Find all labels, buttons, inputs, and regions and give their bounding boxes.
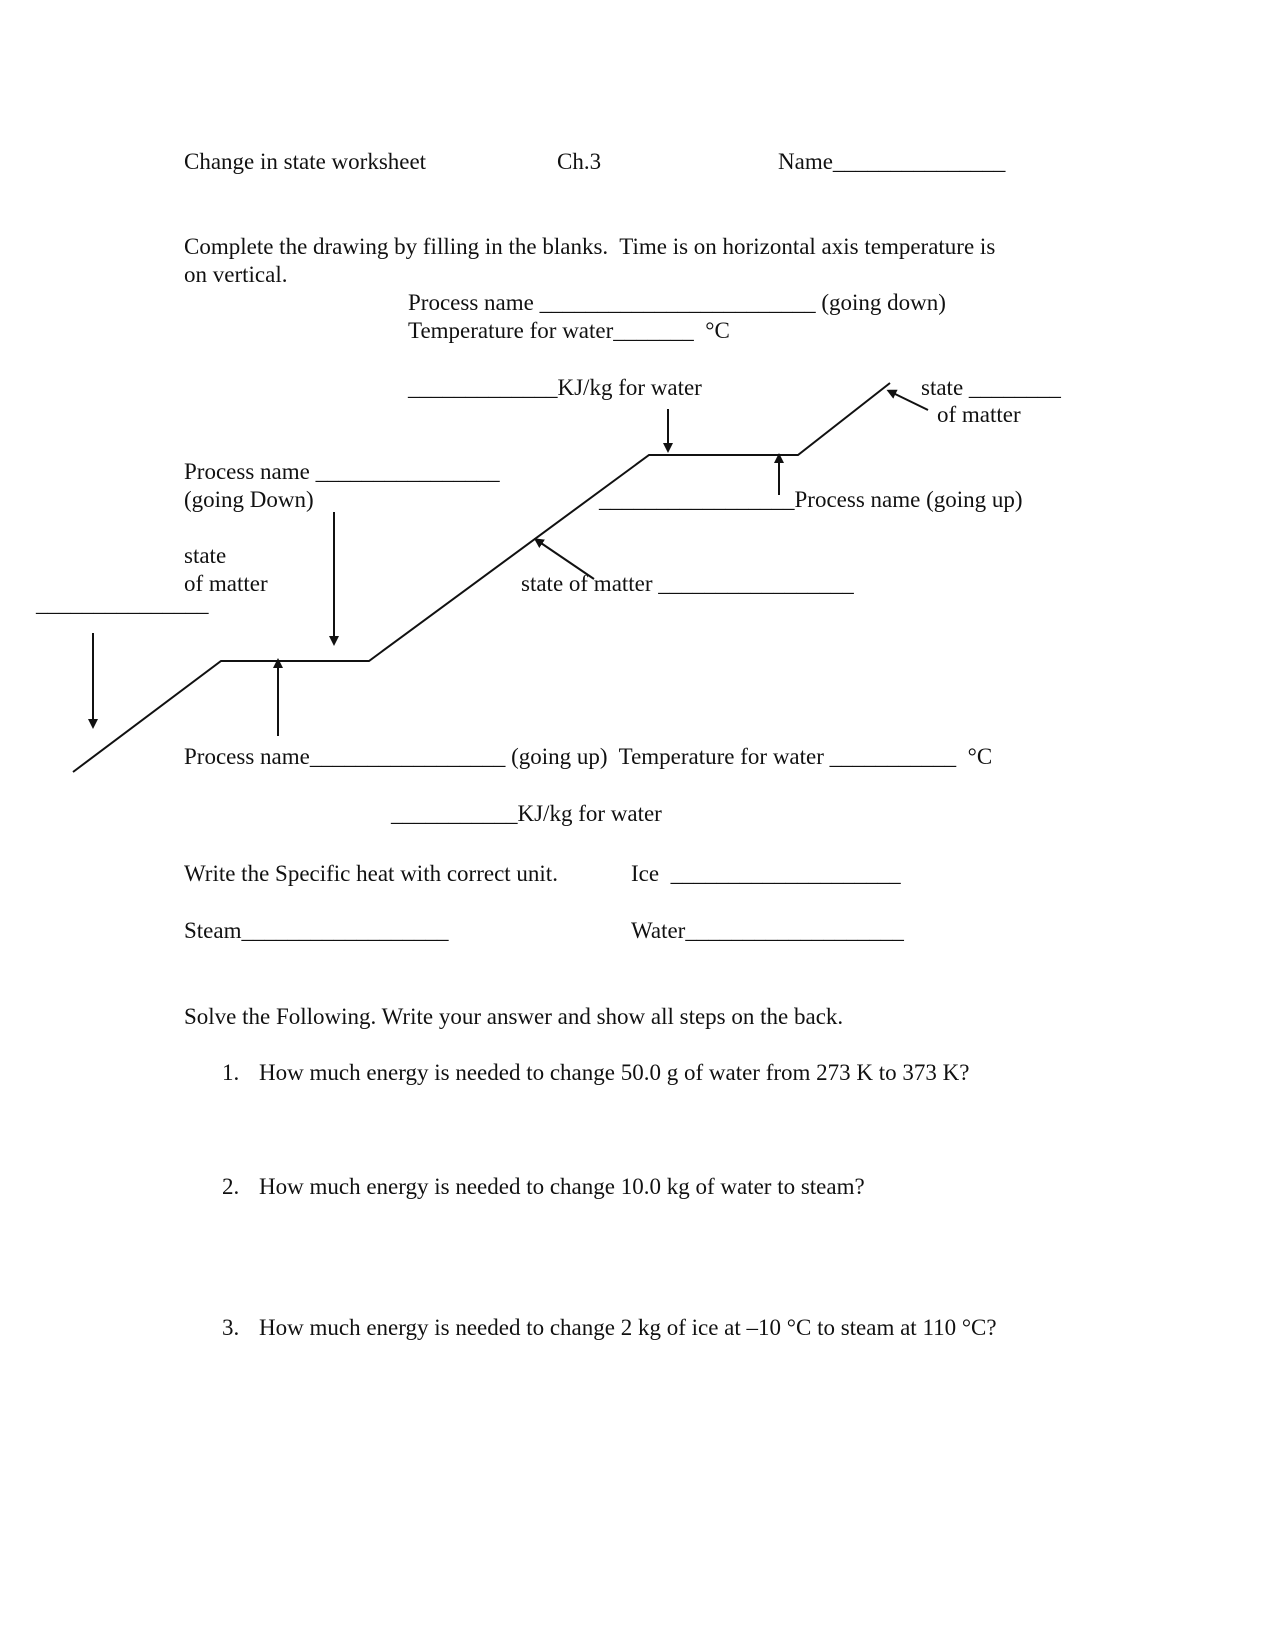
left-process-name-label: Process name ________________: [184, 459, 500, 484]
problem-number: 3.: [222, 1315, 240, 1340]
middle-state-label: state of matter _________________: [521, 571, 854, 596]
left-blank-line: _______________: [36, 591, 209, 616]
liquid-state-arrow: [538, 541, 594, 579]
bottom-energy-label: ___________KJ/kg for water: [391, 801, 662, 826]
problem-number: 2.: [222, 1174, 240, 1199]
worksheet-title: Change in state worksheet: [184, 149, 427, 174]
bottom-process-name-label: Process name_________________ (going up) Temperature for water ___________ °C: [184, 744, 993, 769]
instructions-line-2: on vertical.: [184, 262, 288, 287]
problem-text: How much energy is needed to change 10.0 kg of water to steam?: [259, 1174, 865, 1199]
top-temperature-label: Temperature for water_______ °C: [408, 318, 730, 343]
chapter-label: Ch.3: [557, 149, 602, 174]
name-field: Name_______________: [778, 149, 1006, 174]
problem-text: How much energy is needed to change 50.0 g of water from 273 K to 373 K?: [259, 1060, 970, 1085]
problem-text: How much energy is needed to change 2 kg of ice at –10 °C to steam at 110 °C?: [259, 1315, 997, 1340]
top-right-state-label: state ________: [921, 375, 1061, 400]
problems-intro: Solve the Following. Write your answer and show all steps on the back.: [184, 1004, 844, 1029]
problem-number: 1.: [222, 1060, 240, 1085]
instructions-line-1: Complete the drawing by filling in the blanks. Time is on horizontal axis temperature is: [184, 234, 996, 259]
left-process-direction-label: (going Down): [184, 487, 314, 512]
top-right-state-matter-label: of matter: [937, 402, 1021, 427]
ice-specific-heat-field: Ice ____________________: [631, 861, 901, 886]
heating-curve-line: [73, 383, 890, 772]
left-state-matter-label: of matter: [184, 571, 268, 596]
top-process-name-label: Process name ________________________ (going down): [408, 290, 946, 315]
specific-heat-prompt: Write the Specific heat with correct unit.: [184, 861, 558, 886]
steam-specific-heat-field: Steam__________________: [184, 918, 449, 943]
left-state-label: state: [184, 543, 227, 568]
right-process-name-label: _________________Process name (going up): [599, 487, 1023, 512]
top-energy-label: _____________KJ/kg for water: [408, 375, 702, 400]
water-specific-heat-field: Water___________________: [631, 918, 904, 943]
gas-state-arrow: [891, 392, 928, 410]
